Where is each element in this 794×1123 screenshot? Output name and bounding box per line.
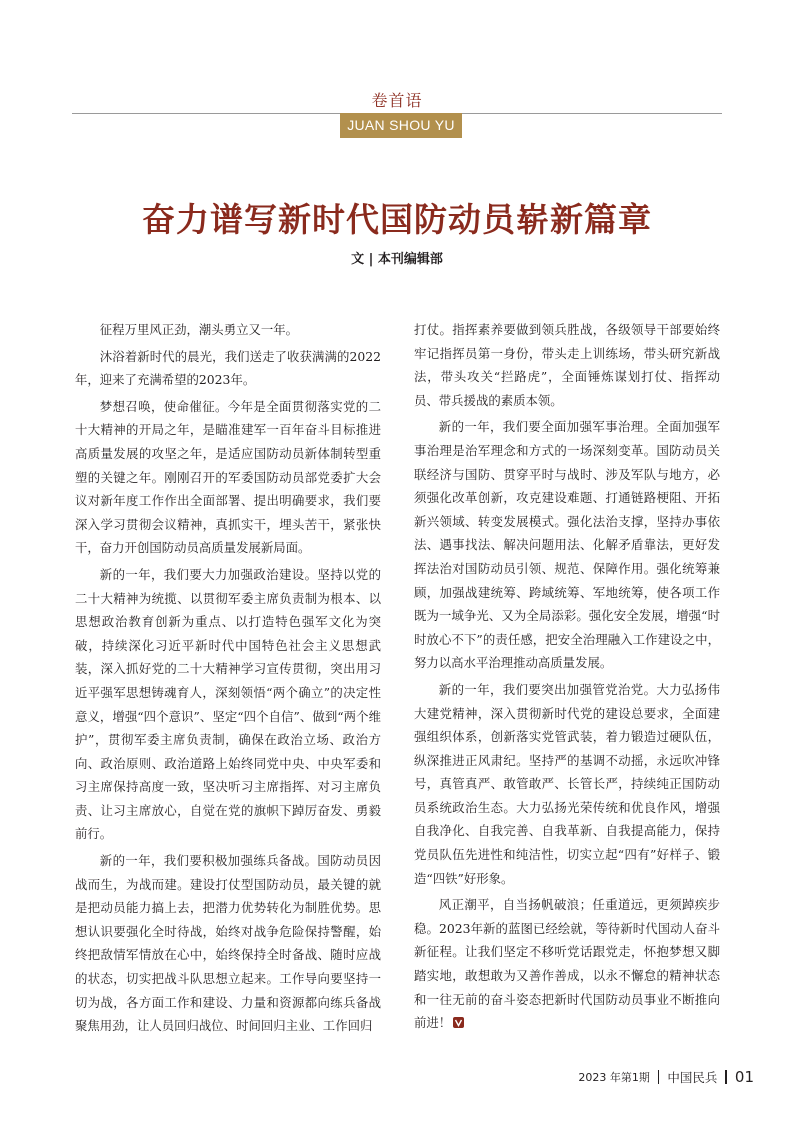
page-footer — [578, 1068, 754, 1086]
byline: 文 | 本刊编辑部 — [351, 252, 443, 267]
footer-divider — [725, 1070, 727, 1084]
issue-label: 2023 年第1期 — [578, 1071, 650, 1084]
paragraph: 梦想召唤，使命催征。今年是全面贯彻落实党的二十大精神的开局之年，是瞄准建军一百年奋斗目标推进高质量发展的攻坚之年，是适应国防动员新体制转型重塑的关键之年。刚刚召开的军委国防动员部党委扩大会议对新年度工作作出全面部署、提出明确要求，我们要深入学习贯彻会议精神，真抓实干，埋头苦干，紧张快干，奋力开创国防动员高质量发展新局面。 — [75, 398, 381, 556]
paragraph: 征程万里风正劲，潮头勇立又一年。 — [99, 322, 299, 337]
paragraph: 沐浴着新时代的晨光，我们送走了收获满满的2022年，迎来了充满希望的2023年。 — [75, 348, 381, 388]
end-mark-icon — [453, 1017, 464, 1028]
paragraph: 新的一年，我们要大力加强政治建设。坚持以党的二十大精神为统揽、以贯彻军委主席负责制为根本、以思想政治教育创新为重点、以打造特色强军文化为突破，持续深化习近平新时代中国特色社会主义思想武装，深入抓好党的二十大精神学习宣传贯彻，突出用习近平强军思想铸魂育人，深刻领悟“两个确立”的决定性意义，增强“四个意识”、坚定“四个自信”、做到“两个维护”，贯彻军委主席负责制，确保在政治立场、政治方向、政治原则、政治道路上始终同党中央、中央军委和习主席保持高度一致，坚决听习主席指挥、对习主席负责、让习主席放心，自觉在党的旗帜下踔厉奋发、勇毅前行。 — [75, 566, 381, 842]
article-title: 奋力谱写新时代国防动员崭新篇章 — [142, 200, 652, 239]
paragraph — [414, 893, 720, 1035]
paragraph: 新的一年，我们要全面加强军事治理。全面加强军事治理是治军理念和方式的一场深刻变革。国防动员关联经济与国防、贯穿平时与战时、涉及军队与地方，必须强化改革创新，攻克建设难题、打通链路梗阻、开拓新兴领域、转变发展模式。强化法治支撑，坚持办事依法、遇事找法、解决问题用法、化解矛盾靠法，更好发挥法治对国防动员引领、规范、保障作用。强化统筹兼顾，加强战建统筹、跨域统筹、军地统筹，使各项工作既为一域争光、又为全局添彩。强化安全发展，增强“时时放心不下”的责任感，把安全治理融入工作建设之中，努力以高水平治理推动高质量发展。 — [414, 419, 720, 671]
paragraph: 打仗。指挥素养要做到领兵胜战，各级领导干部要始终牢记指挥员第一身份，带头走上训练场，带头研究新战法，带头攻关“拦路虎”，全面锤炼谋划打仗、指挥动员、带兵援战的素质本领。 — [414, 322, 720, 408]
page-number: 01 — [734, 1068, 754, 1086]
closing-paragraph-text: 风正潮平，自当扬帆破浪；任重道远，更须踔疾步稳。2023年新的蓝图已经绘就，等待新时代国动人奋斗新征程。让我们坚定不移听党话跟党走，怀抱梦想又脚踏实地，敢想敢为又善作善成，以永不懈怠的精神状态和一往无前的奋斗姿态把新时代国防动员事业不断推向前进！ — [414, 897, 720, 1031]
paragraph: 新的一年，我们要突出加强管党治党。大力弘扬伟大建党精神，深入贯彻新时代党的建设总要求，全面建强组织体系，创新落实党管武装，着力锻造过硬队伍，纵深推进正风肃纪。坚持严的基调不动摇，永远吹冲锋号，真管真严、敢管敢严、长管长严，持续纯正国防动员系统政治生态。大力弘扬光荣传统和优良作风，增强自我净化、自我完善、自我革新、自我提高能力，保持党员队伍先进性和纯洁性，切实立起“四有”好样子、锻造“四铁”好形象。 — [414, 681, 720, 886]
right-column — [414, 318, 720, 1035]
section-band: JUAN SHOU YU — [340, 113, 462, 138]
footer-divider — [658, 1070, 660, 1084]
left-column — [75, 318, 381, 1038]
paragraph: 新的一年，我们要积极加强练兵备战。国防动员因战而生，为战而建。建设打仗型国防动员，最关键的就是把动员能力搞上去，把潜力优势转化为制胜优势。思想认识要强化全时待战，始终对战争危险保持警醒，始终把敌情军情放在心中，始终保持全时备战、随时应战的状态，切实把战斗队思想立起来。工作导向要坚持一切为战，各方面工作和建设、力量和资源都向练兵备战聚焦用劲，让人员回归战位、时间回归主业、工作回归 — [75, 853, 381, 1034]
magazine-name: 中国民兵 — [667, 1070, 718, 1085]
section-label: 卷首语 — [371, 91, 423, 110]
